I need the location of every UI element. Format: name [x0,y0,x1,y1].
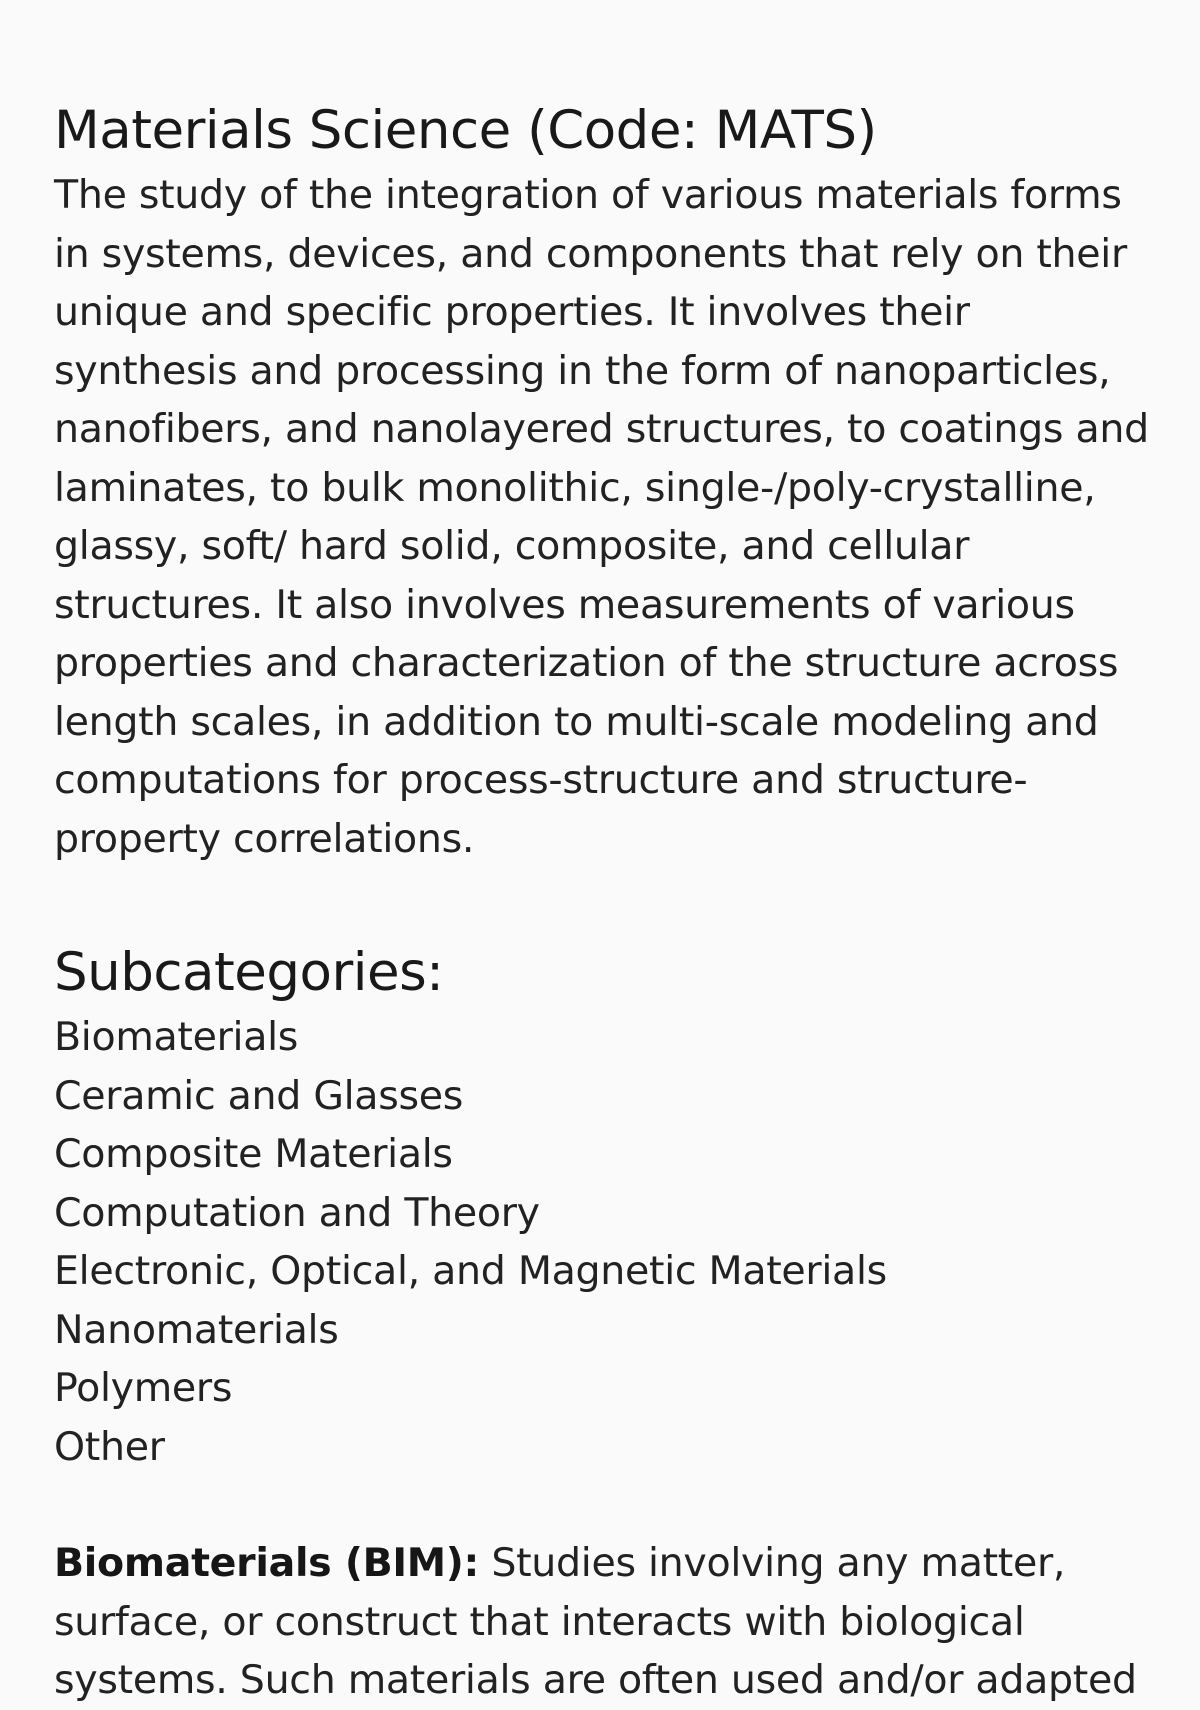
list-item: Polymers [54,1365,233,1411]
subcategory-detail-biomaterials [54,1534,1154,1710]
list-item: Nanomaterials [54,1306,339,1353]
document-page [54,96,1154,1710]
page-title: Materials Science (Code: MATS) [54,100,877,161]
list-item: Other [54,1423,165,1470]
list-item: Computation and Theory [54,1189,540,1236]
list-item: Ceramic and Glasses [54,1072,464,1119]
list-item: Composite Materials [54,1131,453,1177]
subcategories-heading: Subcategories: [54,942,444,1003]
list-item: Biomaterials [54,1014,299,1060]
list-item: Electronic, Optical, and Magnetic Materials [54,1248,887,1294]
subcategory-term: Biomaterials (BIM): [54,1540,480,1586]
subcategory-definition: Studies involving any matter, surface, or construct that interacts with biological systems. Such materials are often used and/or adapted [54,1540,1137,1703]
category-description: The study of the integration of various materials forms in systems, devices, and components that rely on their unique and specific properties. It involves their synthesis and processing in the form of nanoparticles, nanofibers, and nanolayered structures, to coatings and laminates, to bulk monolithic, single-/poly-crystalline, glassy, soft/ hard solid, composite, and cellular structures. It also involves measurements of various properties and characterization of the structure across length scales, in addition to multi-scale modeling and computations for process-structure and structure-property correlations. [54,172,1149,862]
subcategory-list [54,1008,1154,1476]
